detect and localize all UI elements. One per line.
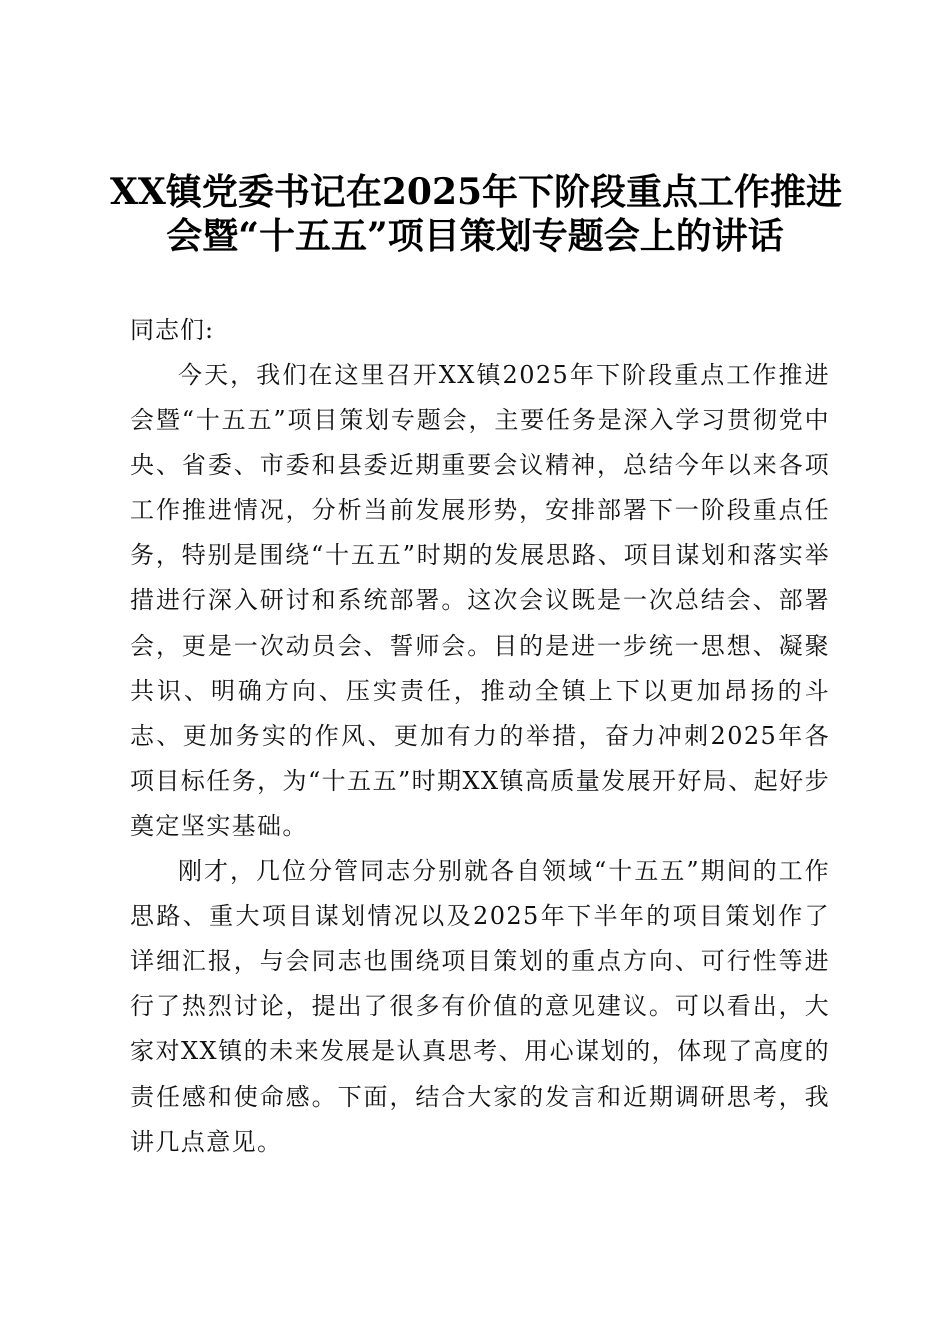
salutation: 同志们:: [130, 316, 215, 344]
paragraph-2: 刚才，几位分管同志分别就各自领域“十五五”期间的工作思路、重大项目谋划情况以及2025年下半年的项目策划作了详细汇报，与会同志也围绕项目策划的重点方向、可行性等进行了热烈讨论，提出了很多有价值的意见建议。可以看出，大家对XX镇的未来发展是认真思考、用心谋划的，体现了高度的责任感和使命感。下面，结合大家的发言和近期调研思考，我讲几点意见。: [130, 857, 830, 1156]
document-body: [130, 308, 830, 1165]
document-title: [110, 170, 843, 258]
title-line-1: XX镇党委书记在2025年下阶段重点工作推进: [110, 171, 843, 213]
paragraph-1: 今天，我们在这里召开XX镇2025年下阶段重点工作推进会暨“十五五”项目策划专题会，主要任务是深入学习贯彻党中央、省委、市委和县委近期重要会议精神，总结今年以来各项工作推进情况，分析当前发展形势，安排部署下一阶段重点任务，特别是围绕“十五五”时期的发展思路、项目谋划和落实举措进行深入研讨和系统部署。这次会议既是一次总结会、部署会，更是一次动员会、誓师会。目的是进一步统一思想、凝聚共识、明确方向、压实责任，推动全镇上下以更加昂扬的斗志、更加务实的作风、更加有力的举措，奋力冲刺2025年各项目标任务，为“十五五”时期XX镇高质量发展开好局、起好步奠定坚实基础。: [130, 361, 830, 840]
title-line-2: 会暨“十五五”项目策划专题会上的讲话: [166, 215, 784, 257]
